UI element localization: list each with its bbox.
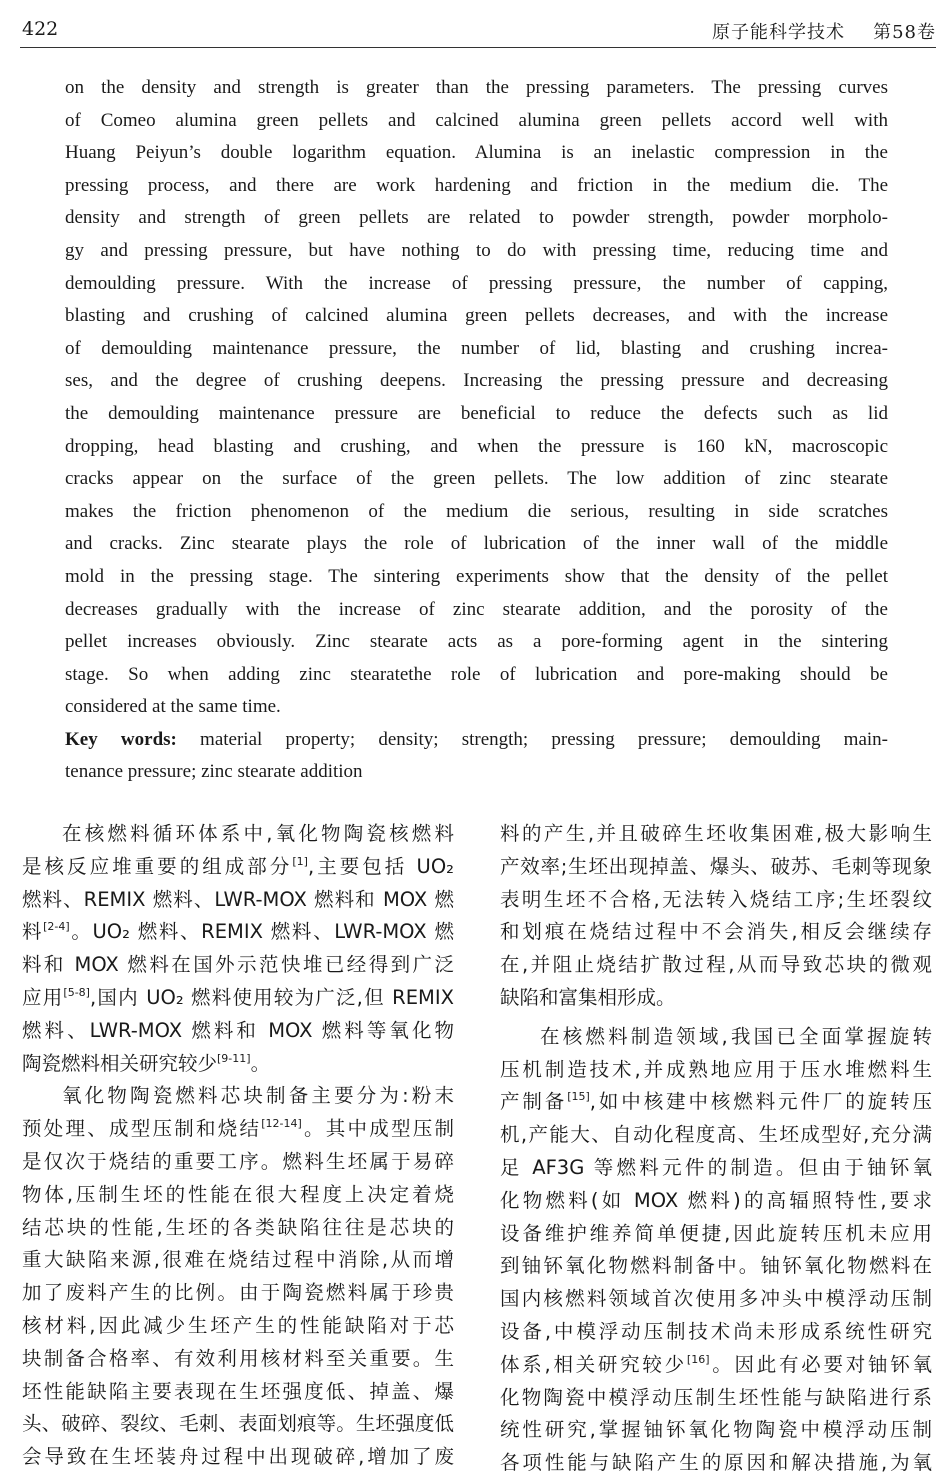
body-line: 到铀钚氧化物燃料制备中。铀钚氧化物燃料在 <box>500 1254 932 1278</box>
body-line: 缺陷和富集相形成。 <box>500 985 676 1009</box>
volume-label: 第58卷 <box>873 22 936 43</box>
body-line: 应用[5-8],国内 UO₂ 燃料使用较为广泛,但 REMIX <box>22 985 454 1009</box>
abstract-line: stage. So when adding zinc stearatethe role of lubrication and pore-making should be <box>65 663 888 685</box>
body-line: 预处理、成型压制和烧结[12-14]。其中成型压制 <box>22 1117 454 1141</box>
body-line: 陶瓷燃料相关研究较少[9-11]。 <box>22 1051 271 1075</box>
body-line: 化物燃料(如 MOX 燃料)的高辐照特性,要求 <box>500 1188 932 1212</box>
body-line: 是核反应堆重要的组成部分[1],主要包括 UO₂ <box>22 854 454 878</box>
body-line: 设备,中模浮动压制技术尚未形成系统性研究 <box>500 1319 932 1343</box>
body-line: 是仅次于烧结的重要工序。燃料生坯属于易碎 <box>22 1149 454 1173</box>
english-abstract <box>65 72 888 789</box>
abstract-line: mold in the pressing stage. The sintering experiments show that the density of the pellet <box>65 565 888 587</box>
body-right-column <box>500 818 932 1480</box>
journal-title: 原子能科学技术 <box>712 22 845 43</box>
body-line: 料[2-4]。UO₂ 燃料、REMIX 燃料、LWR-MOX 燃 <box>22 920 454 944</box>
body-left-column <box>22 818 454 1474</box>
body-line: 足 AF3G 等燃料元件的制造。但由于铀钚氧 <box>500 1155 932 1179</box>
abstract-line: the demoulding maintenance pressure are beneficial to reduce the defects such as lid <box>65 402 888 424</box>
body-line: 压机制造技术,并成熟地应用于压水堆燃料生 <box>500 1057 932 1081</box>
page-header <box>0 0 950 50</box>
keywords-line: tenance pressure; zinc stearate addition <box>65 761 363 783</box>
body-line: 重大缺陷来源,很难在烧结过程中消除,从而增 <box>22 1248 454 1272</box>
body-line: 会导致在生坯装舟过程中出现破碎,增加了废 <box>22 1445 454 1469</box>
citation: [12-14] <box>261 1117 302 1131</box>
abstract-line: of Comeo alumina green pellets and calcined alumina green pellets accord well with <box>65 109 888 131</box>
body-line: 国内核燃料领域首次使用多冲头中模浮动压制 <box>500 1287 932 1311</box>
abstract-line: cracks appear on the surface of the green pellets. The low addition of zinc stearate <box>65 468 888 490</box>
body-line: 加了废料产生的比例。由于陶瓷燃料属于珍贵 <box>22 1281 454 1305</box>
body-line: 燃料、REMIX 燃料、LWR-MOX 燃料和 MOX 燃 <box>22 887 454 911</box>
abstract-line: gy and pressing pressure, but have nothing to do with pressing time, reducing time and <box>65 239 888 261</box>
body-line: 机,产能大、自动化程度高、生坯成型好,充分满 <box>500 1123 932 1147</box>
body-line: 在核燃料循环体系中,氧化物陶瓷核燃料 <box>62 822 454 845</box>
keywords-line <box>65 724 888 757</box>
body-line: 氧化物陶瓷燃料芯块制备主要分为:粉末 <box>62 1084 454 1108</box>
citation: [16] <box>686 1352 710 1366</box>
page-number: 422 <box>22 18 59 40</box>
body-line: 在,并阻止烧结扩散过程,从而导致芯块的微观 <box>500 953 932 977</box>
abstract-line: and cracks. Zinc stearate plays the role of lubrication of the inner wall of the middle <box>65 533 888 555</box>
abstract-line: density and strength of green pellets are related to powder strength, powder morpholo- <box>65 207 888 229</box>
abstract-line: makes the friction phenomenon of the medium die serious, resulting in side scratches <box>65 500 888 522</box>
body-line: 核材料,因此减少生坯产生的性能缺陷对于芯 <box>22 1313 454 1337</box>
citation: [5-8] <box>63 985 90 999</box>
keywords-text: material property; density; strength; pressing pressure; demoulding main- <box>176 728 888 750</box>
body-line: 化物陶瓷中模浮动压制生坯性能与缺陷进行系 <box>500 1385 932 1409</box>
body-line: 料和 MOX 燃料在国外示范快堆已经得到广泛 <box>22 953 454 977</box>
abstract-line: blasting and crushing of calcined alumina green pellets decreases, and with the increase <box>65 305 888 327</box>
abstract-line: Huang Peiyun’s double logarithm equation. Alumina is an inelastic compression in the <box>65 142 888 164</box>
header-divider <box>20 47 936 48</box>
abstract-line: of demoulding maintenance pressure, the number of lid, blasting and crushing increa- <box>65 337 888 359</box>
body-line: 物体,压制生坯的性能在很大程度上决定着烧 <box>22 1182 454 1206</box>
body-line: 头、破碎、裂纹、毛刺、表面划痕等。生坯强度低 <box>22 1412 454 1436</box>
body-line: 坯性能缺陷主要表现在生坯强度低、掉盖、爆 <box>22 1379 454 1403</box>
keywords-label: Key words: <box>65 728 177 750</box>
abstract-line: pellet increases obviously. Zinc stearate acts as a pore-forming agent in the sintering <box>65 631 888 653</box>
abstract-line: demoulding pressure. With the increase of pressing pressure, the number of capping, <box>65 272 888 294</box>
abstract-line: pressing process, and there are work hardening and friction in the medium die. The <box>65 174 888 196</box>
body-line: 表明生坯不合格,无法转入烧结工序;生坯裂纹 <box>500 887 932 911</box>
abstract-line: decreases gradually with the increase of zinc stearate addition, and the porosity of the <box>65 598 888 620</box>
body-line: 体系,相关研究较少[16]。因此有必要对铀钚氧 <box>500 1352 932 1376</box>
body-line: 产效率;生坯出现掉盖、爆头、破苏、毛刺等现象 <box>500 854 932 878</box>
body-line: 统性研究,掌握铀钚氧化物陶瓷中模浮动压制 <box>500 1418 932 1442</box>
abstract-line: ses, and the degree of crushing deepens. Increasing the pressing pressure and decreasing <box>65 370 888 392</box>
abstract-line: on the density and strength is greater than the pressing parameters. The pressing curves <box>65 77 888 98</box>
body-line: 和划痕在烧结过程中不会消失,相反会继续存 <box>500 920 932 944</box>
body-line: 结芯块的性能,生坯的各类缺陷往往是芯块的 <box>22 1215 454 1239</box>
citation: [9-11] <box>217 1051 251 1065</box>
body-line: 块制备合格率、有效利用核材料至关重要。生 <box>22 1346 454 1370</box>
citation: [15] <box>567 1090 590 1104</box>
abstract-line: dropping, head blasting and crushing, and when the pressure is 160 kN, macroscopic <box>65 435 888 457</box>
abstract-line: considered at the same time. <box>65 696 281 718</box>
citation: [2-4] <box>43 920 70 934</box>
body-line: 料的产生,并且破碎生坯收集困难,极大影响生 <box>500 822 932 845</box>
body-line: 产制备[15],如中核建中核燃料元件厂的旋转压 <box>500 1090 932 1114</box>
body-line: 在核燃料制造领域,我国已全面掌握旋转 <box>540 1024 932 1048</box>
body-line: 设备维护维养简单便捷,因此旋转压机未应用 <box>500 1221 932 1245</box>
citation: [1] <box>292 854 308 868</box>
body-line: 燃料、LWR-MOX 燃料和 MOX 燃料等氧化物 <box>22 1018 454 1042</box>
body-line: 各项性能与缺陷产生的原因和解决措施,为氧 <box>500 1451 932 1475</box>
